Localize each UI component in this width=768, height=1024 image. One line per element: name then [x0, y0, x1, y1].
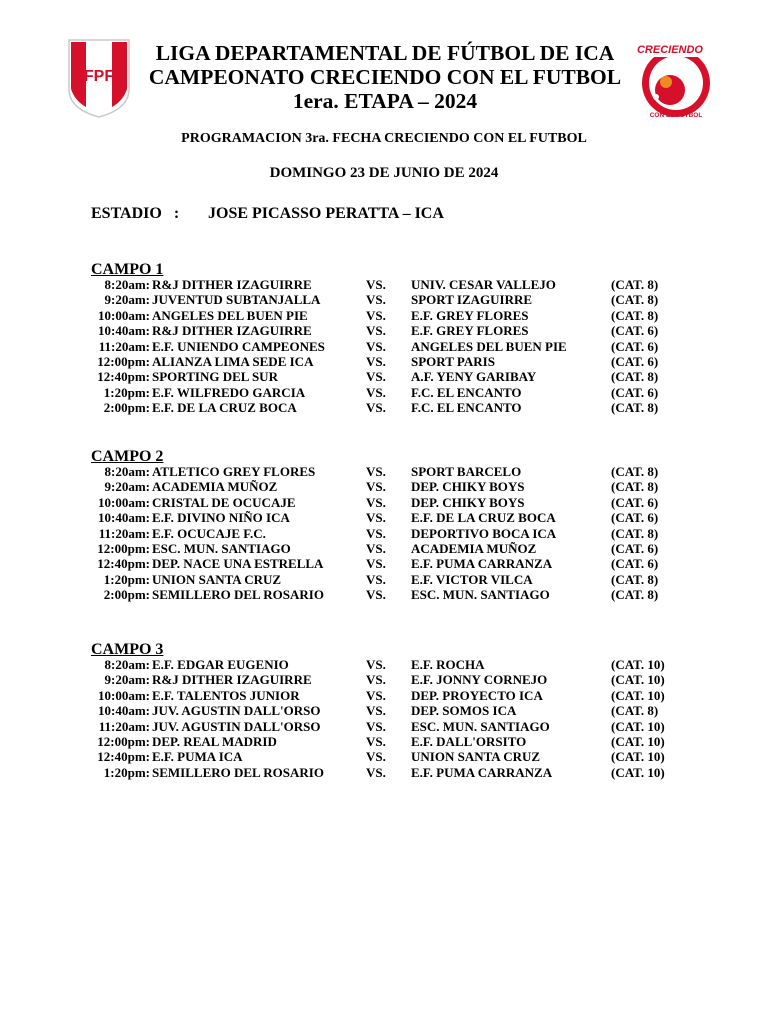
category-label: (CAT. 8): [611, 479, 659, 495]
category-label: (CAT. 8): [611, 703, 659, 719]
home-team: ANGELES DEL BUEN PIE: [152, 307, 308, 323]
home-team: JUV. AGUSTIN DALL'ORSO: [152, 703, 321, 719]
versus-label: VS.: [366, 277, 386, 292]
versus-label: VS.: [366, 749, 386, 765]
category-label: (CAT. 8): [611, 292, 659, 308]
away-team: SPORT PARIS: [411, 354, 495, 369]
versus-label: VS.: [366, 479, 386, 495]
versus-label: VS.: [366, 764, 386, 780]
versus-label: VS.: [366, 718, 386, 734]
match-time: 10:00am:: [98, 687, 150, 703]
stadium-name: JOSE PICASSO PERATTA – ICA: [208, 205, 444, 222]
home-team: CRISTAL DE OCUCAJE: [152, 494, 296, 510]
away-team: A.F. YENY GARIBAY: [411, 369, 537, 385]
category-label: (CAT. 6): [611, 494, 659, 510]
home-team: R&J DITHER IZAGUIRRE: [152, 672, 312, 688]
away-team: E.F. JONNY CORNEJO: [411, 672, 548, 688]
match-time: 12:00pm:: [97, 354, 150, 369]
away-team: SPORT IZAGUIRRE: [411, 292, 533, 308]
category-label: (CAT. 6): [611, 556, 659, 572]
creciendo-logo-subtext: CON EL FUTBOL: [649, 112, 703, 119]
away-team: ESC. MUN. SANTIAGO: [411, 587, 550, 603]
stadium-label: ESTADIO :: [91, 205, 180, 222]
match-time: 10:40am:: [98, 703, 150, 719]
match-time: 2:00pm:: [103, 400, 150, 416]
home-team: SPORTING DEL SUR: [152, 369, 278, 385]
away-team: E.F. GREY FLORES: [411, 307, 529, 323]
match-row: [0, 339, 768, 355]
category-label: (CAT. 6): [611, 510, 659, 526]
stage-title: 1era. ETAPA – 2024: [292, 89, 478, 113]
match-time: 10:00am:: [98, 307, 150, 323]
category-label: (CAT. 10): [611, 657, 665, 672]
match-time: 9:20am:: [104, 292, 150, 308]
campo-title: CAMPO 3: [91, 641, 164, 658]
versus-label: VS.: [366, 369, 386, 385]
home-team: E.F. OCUCAJE F.C.: [152, 525, 266, 541]
match-row: [0, 495, 768, 511]
match-row: [0, 323, 768, 339]
versus-label: VS.: [366, 354, 386, 369]
match-row: [0, 510, 768, 526]
home-team: SEMILLERO DEL ROSARIO: [152, 587, 324, 603]
campo-title: CAMPO 2: [91, 448, 164, 465]
match-time: 9:20am:: [104, 479, 150, 495]
match-time: 8:20am:: [104, 464, 150, 479]
versus-label: VS.: [366, 541, 386, 556]
versus-label: VS.: [366, 734, 386, 749]
versus-label: VS.: [366, 657, 386, 672]
versus-label: VS.: [366, 571, 386, 587]
match-date: DOMINGO 23 DE JUNIO DE 2024: [269, 165, 499, 181]
versus-label: VS.: [366, 510, 386, 526]
category-label: (CAT. 10): [611, 687, 665, 703]
category-label: (CAT. 10): [611, 672, 665, 688]
match-time: 9:20am:: [104, 672, 150, 688]
home-team: E.F. UNIENDO CAMPEONES: [152, 338, 325, 354]
category-label: (CAT. 8): [611, 571, 659, 587]
campo-title: CAMPO 1: [91, 261, 164, 278]
creciendo-logo-text: CRECIENDO: [636, 44, 704, 56]
match-row: [0, 688, 768, 704]
away-team: SPORT BARCELO: [411, 464, 522, 479]
away-team: F.C. EL ENCANTO: [411, 384, 522, 400]
match-time: 11:20am:: [98, 525, 150, 541]
match-time: 12:40pm:: [97, 556, 150, 572]
versus-label: VS.: [366, 400, 386, 416]
creciendo-logo: [630, 35, 722, 127]
match-row: [0, 464, 768, 480]
home-team: UNION SANTA CRUZ: [152, 571, 282, 587]
versus-label: VS.: [366, 292, 386, 308]
home-team: SEMILLERO DEL ROSARIO: [152, 764, 324, 780]
home-team: E.F. PUMA ICA: [152, 749, 243, 765]
match-time: 12:00pm:: [97, 734, 150, 749]
versus-label: VS.: [366, 464, 386, 479]
match-row: [0, 703, 768, 719]
category-label: (CAT. 8): [611, 307, 659, 323]
match-row: [0, 556, 768, 572]
away-team: E.F. DALL'ORSITO: [411, 734, 527, 749]
away-team: DEP. CHIKY BOYS: [411, 494, 525, 510]
versus-label: VS.: [366, 323, 386, 339]
match-time: 12:40pm:: [97, 369, 150, 385]
home-team: JUVENTUD SUBTANJALLA: [152, 292, 321, 308]
match-row: [0, 587, 768, 603]
category-label: (CAT. 8): [611, 525, 659, 541]
match-time: 2:00pm:: [103, 587, 150, 603]
match-row: [0, 749, 768, 765]
home-team: ATLETICO GREY FLORES: [152, 464, 316, 479]
programacion-title: PROGRAMACION 3ra. FECHA CRECIENDO CON EL FUTBOL: [181, 131, 587, 146]
home-team: JUV. AGUSTIN DALL'ORSO: [152, 718, 321, 734]
away-team: DEPORTIVO BOCA ICA: [411, 525, 557, 541]
versus-label: VS.: [366, 556, 386, 572]
away-team: E.F. PUMA CARRANZA: [411, 764, 553, 780]
away-team: UNION SANTA CRUZ: [411, 749, 541, 765]
home-team: E.F. DIVINO NIÑO ICA: [152, 510, 290, 526]
versus-label: VS.: [366, 338, 386, 354]
match-row: [0, 479, 768, 495]
home-team: E.F. EDGAR EUGENIO: [152, 657, 289, 672]
fpf-shield-logo: [66, 37, 132, 119]
match-time: 11:20am:: [98, 338, 150, 354]
stadium-line: [91, 205, 444, 223]
category-label: (CAT. 8): [611, 277, 659, 292]
match-time: 10:00am:: [98, 494, 150, 510]
home-team: E.F. WILFREDO GARCIA: [152, 384, 306, 400]
fpf-logo-text: FPF: [83, 68, 115, 85]
match-row: [0, 734, 768, 750]
match-time: 10:40am:: [98, 510, 150, 526]
away-team: E.F. DE LA CRUZ BOCA: [411, 510, 556, 526]
match-row: [0, 526, 768, 542]
home-team: R&J DITHER IZAGUIRRE: [152, 277, 312, 292]
away-team: E.F. GREY FLORES: [411, 323, 529, 339]
away-team: ANGELES DEL BUEN PIE: [411, 338, 567, 354]
away-team: DEP. SOMOS ICA: [411, 703, 517, 719]
match-time: 10:40am:: [98, 323, 150, 339]
category-label: (CAT. 10): [611, 764, 665, 780]
home-team: ESC. MUN. SANTIAGO: [152, 541, 291, 556]
home-team: DEP. NACE UNA ESTRELLA: [152, 556, 324, 572]
category-label: (CAT. 6): [611, 354, 659, 369]
home-team: ACADEMIA MUÑOZ: [152, 479, 278, 495]
category-label: (CAT. 6): [611, 338, 659, 354]
match-time: 1:20pm:: [103, 571, 150, 587]
away-team: E.F. PUMA CARRANZA: [411, 556, 553, 572]
home-team: ALIANZA LIMA SEDE ICA: [152, 354, 314, 369]
match-row: [0, 400, 768, 416]
home-team: E.F. DE LA CRUZ BOCA: [152, 400, 297, 416]
versus-label: VS.: [366, 672, 386, 688]
match-time: 12:40pm:: [97, 749, 150, 765]
match-row: [0, 308, 768, 324]
category-label: (CAT. 10): [611, 718, 665, 734]
category-label: (CAT. 8): [611, 464, 659, 479]
versus-label: VS.: [366, 687, 386, 703]
category-label: (CAT. 6): [611, 384, 659, 400]
category-label: (CAT. 8): [611, 400, 659, 416]
match-row: [0, 672, 768, 688]
home-team: DEP. REAL MADRID: [152, 734, 277, 749]
category-label: (CAT. 10): [611, 734, 665, 749]
versus-label: VS.: [366, 525, 386, 541]
category-label: (CAT. 8): [611, 369, 659, 385]
versus-label: VS.: [366, 307, 386, 323]
match-row: [0, 277, 768, 293]
match-time: 12:00pm:: [97, 541, 150, 556]
match-time: 1:20pm:: [103, 384, 150, 400]
versus-label: VS.: [366, 494, 386, 510]
category-label: (CAT. 6): [611, 323, 659, 339]
match-row: [0, 541, 768, 557]
away-team: E.F. VICTOR VILCA: [411, 571, 533, 587]
league-title: LIGA DEPARTAMENTAL DE FÚTBOL DE ICA: [155, 41, 615, 65]
document-header: [130, 41, 640, 113]
match-time: 8:20am:: [104, 657, 150, 672]
home-team: R&J DITHER IZAGUIRRE: [152, 323, 312, 339]
championship-title: CAMPEONATO CRECIENDO CON EL FUTBOL: [148, 65, 622, 89]
match-time: 1:20pm:: [103, 764, 150, 780]
match-row: [0, 657, 768, 673]
away-team: DEP. PROYECTO ICA: [411, 687, 543, 703]
match-time: 8:20am:: [104, 277, 150, 292]
away-team: F.C. EL ENCANTO: [411, 400, 522, 416]
match-row: [0, 292, 768, 308]
away-team: UNIV. CESAR VALLEJO: [411, 277, 556, 292]
away-team: ACADEMIA MUÑOZ: [411, 541, 537, 556]
versus-label: VS.: [366, 587, 386, 603]
away-team: ESC. MUN. SANTIAGO: [411, 718, 550, 734]
home-team: E.F. TALENTOS JUNIOR: [152, 687, 300, 703]
away-team: E.F. ROCHA: [411, 657, 485, 672]
match-row: [0, 719, 768, 735]
versus-label: VS.: [366, 384, 386, 400]
match-time: 11:20am:: [98, 718, 150, 734]
category-label: (CAT. 6): [611, 541, 659, 556]
versus-label: VS.: [366, 703, 386, 719]
away-team: DEP. CHIKY BOYS: [411, 479, 525, 495]
match-row: [0, 369, 768, 385]
category-label: (CAT. 10): [611, 749, 665, 765]
match-row: [0, 572, 768, 588]
match-row: [0, 765, 768, 781]
match-row: [0, 354, 768, 370]
match-row: [0, 385, 768, 401]
category-label: (CAT. 8): [611, 587, 659, 603]
